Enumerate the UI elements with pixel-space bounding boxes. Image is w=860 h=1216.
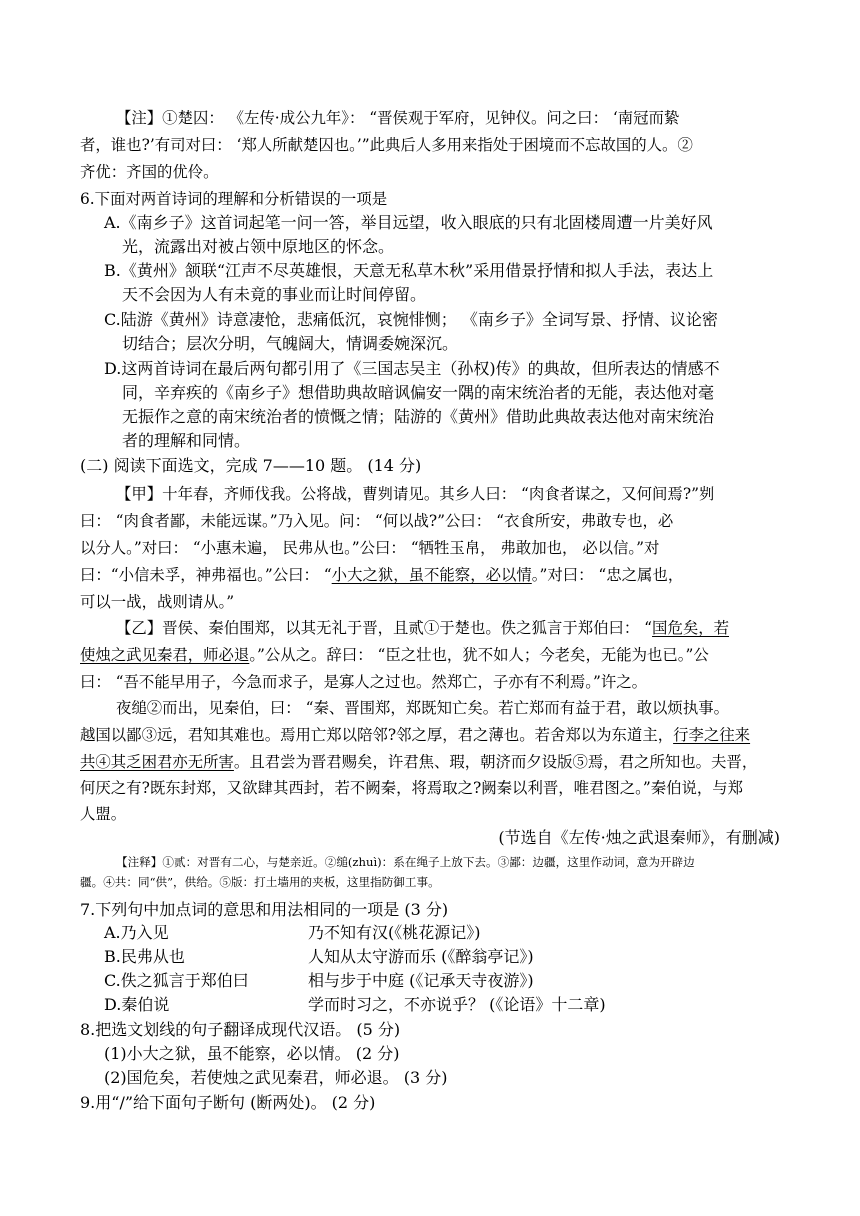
- q7-option-c-right: 相与步于中庭 (《记承天寺夜游》): [308, 971, 534, 990]
- q6-option-d-line-4: 者的理解和同情。: [122, 431, 251, 450]
- passage-yi-line-6-end: 。且君尝为晋君赐矣，许君焦、瑕，朝济而夕设版⑤焉，君之所知也。夫晋，: [233, 753, 758, 771]
- annotation-line-2: 疆。④共：同“供”，供给。⑤版：打土墙用的夹板，这里指防御工事。: [80, 875, 440, 889]
- q7-option-c: [104, 970, 724, 992]
- passage-jia-line-4-start: 曰：“小信未孚，神弗福也。”公曰： “: [80, 566, 332, 584]
- q7-option-b-left: B.民弗从也: [104, 947, 185, 966]
- passage-jia-line-4: [80, 565, 683, 585]
- q6-option-a-line-2: 光，流露出对被占领中原地区的怀念。: [122, 237, 395, 256]
- passage-yi-line-5-start: 越国以鄙③远，君知其难也。焉用亡郑以陪邻?邻之厚，君之薄也。若舍郑以为东道主，: [80, 726, 674, 744]
- passage-jia-line-1: 【甲】十年春，齐师伐我。公将战，曹刿请见。其乡人曰： “肉食者谋之，又何间焉?”刿: [116, 485, 715, 503]
- q6-option-a-line-1: A.《南乡子》这首词起笔一问一答，举目远望，收入眼底的只有北固楼周遭一片美好风: [104, 213, 713, 232]
- passage-yi-line-2: [80, 645, 709, 665]
- section-2-heading: (二) 阅读下面选文，完成 7——10 题。 (14 分): [80, 456, 422, 475]
- passage-yi-line-5: [80, 725, 750, 745]
- passage-yi-line-2-end: 。”公从之。辞曰： “臣之壮也，犹不如人；今老矣，无能为也已。”公: [249, 646, 709, 664]
- q7-option-d-right: 学而时习之，不亦说乎？ (《论语》十二章): [308, 995, 606, 1014]
- annotation-line-1: 【注释】①贰：对晋有二心，与楚亲近。②缒(zhuì)：系在绳子上放下去。③鄙：边疆，这里作动词，意为开辟边: [116, 855, 695, 869]
- underlined-sentence-2-part-2: 使烛之武见秦君，师必退: [80, 646, 250, 664]
- passage-yi-line-8: 人盟。: [80, 805, 127, 823]
- q7-option-d: [104, 994, 744, 1016]
- q7-option-d-left: D.秦伯说: [104, 995, 170, 1014]
- passage-jia-line-3: 以分人。”对曰： “小惠未遍， 民弗从也。”公曰： “牺牲玉帛， 弗敢加也， 必以信。”对: [80, 539, 660, 557]
- underlined-sentence-2-part-1: 国危矣，若: [652, 619, 730, 637]
- q7-stem: 7.下列句中加点词的意思和用法相同的一项是 (3 分): [80, 900, 449, 919]
- passage-jia-line-5: 可以一战，战则请从。”: [80, 593, 235, 611]
- q6-stem: 6.下面对两首诗词的理解和分析错误的一项是: [80, 190, 388, 208]
- q6-option-c-line-2: 切结合；层次分明，气魄阔大，情调委婉深沉。: [122, 334, 459, 353]
- q7-option-c-left: C.佚之狐言于郑伯曰: [104, 971, 249, 990]
- underlined-sentence-3-part-2: 共④其乏困君亦无所害: [80, 753, 234, 771]
- q7-option-b: [104, 946, 724, 968]
- passage-yi-line-1: [116, 618, 729, 638]
- q8-stem: 8.把选文划线的句子翻译成现代汉语。 (5 分): [80, 1020, 401, 1039]
- underlined-sentence-1: 小大之狱，虽不能察，必以情: [331, 566, 532, 584]
- q7-option-a-left: A.乃入见: [104, 923, 169, 942]
- q8-sentence-2: (2)国危矣，若使烛之武见秦君，师必退。 (3 分): [104, 1068, 448, 1087]
- passage-yi-line-3: 曰： “吾不能早用子，今急而求子，是寡人之过也。然郑亡，子亦有不利焉。”许之。: [80, 673, 647, 691]
- passage-jia-line-4-end: 。”对曰： “忠之属也，: [531, 566, 684, 584]
- q6-option-d-line-3: 无振作之意的南宋统治者的愤慨之情；陆游的《黄州》借助此典故表达他对南宋统治: [122, 407, 715, 426]
- q6-option-b-line-1: B.《黄州》颔联“江声不尽英雄恨，天意无私草木秋”采用借景抒情和拟人手法，表达上: [104, 261, 714, 280]
- passage-yi-line-1-start: 【乙】晋侯、秦伯围郑，以其无礼于晋，且贰①于楚也。佚之狐言于郑伯曰： “: [116, 619, 653, 637]
- q7-option-a: [104, 922, 724, 944]
- q6-option-b-line-2: 天不会因为人有未竟的事业而让时间停留。: [122, 285, 427, 304]
- q6-option-d-line-2: 同，辛弃疾的《南乡子》想借助典故暗讽偏安一隅的南宋统治者的无能，表达他对毫: [122, 383, 715, 402]
- q7-option-b-right: 人知从太守游而乐 (《醉翁亭记》): [308, 947, 534, 966]
- q6-option-c-line-1: C.陆游《黄州》诗意凄怆，悲痛低沉，哀惋悱恻； 《南乡子》全词写景、抒情、议论密: [104, 310, 718, 329]
- q8-sentence-1: (1)小大之狱，虽不能察，必以情。 (2 分): [104, 1044, 400, 1063]
- note-line-1: 【注】①楚囚： 《左传·成公九年》： “晋侯观于军府，见钟仪。问之曰： ‘南冠而絷: [116, 109, 680, 127]
- note-line-2: 者，谁也?’有司对曰： ‘郑人所献楚囚也。’”此典后人多用来指处于困境而不忘故国的人。②: [80, 136, 693, 154]
- passage-source: (节选自《左传·烛之武退秦师》，有删减): [498, 828, 780, 847]
- passage-jia-line-2: 曰： “肉食者鄙，未能远谋。”乃入见。问： “何以战?”公曰： “衣食所安，弗敢专也，必: [80, 512, 674, 530]
- note-line-3: 齐优：齐国的优伶。: [80, 163, 219, 181]
- q9-stem: 9.用“/”给下面句子断句 (断两处)。 (2 分): [80, 1093, 376, 1112]
- passage-yi-line-6: [80, 752, 757, 772]
- underlined-sentence-3-part-1: 行李之往来: [673, 726, 751, 744]
- q7-option-a-right: 乃不知有汉(《桃花源记》): [308, 923, 481, 942]
- passage-yi-line-7: 何厌之有?既东封郑，又欲肆其西封，若不阙秦，将焉取之?阙秦以利晋，唯君图之。”秦伯说，与郑: [80, 779, 744, 797]
- q6-option-d-line-1: D.这两首诗词在最后两句都引用了《三国志吴主（孙权)传》的典故，但所表达的情感不: [104, 359, 720, 378]
- passage-yi-line-4: 夜缒②而出，见秦伯，曰： “秦、晋围郑，郑既知亡矣。若亡郑而有益于君，敢以烦执事。: [116, 699, 729, 717]
